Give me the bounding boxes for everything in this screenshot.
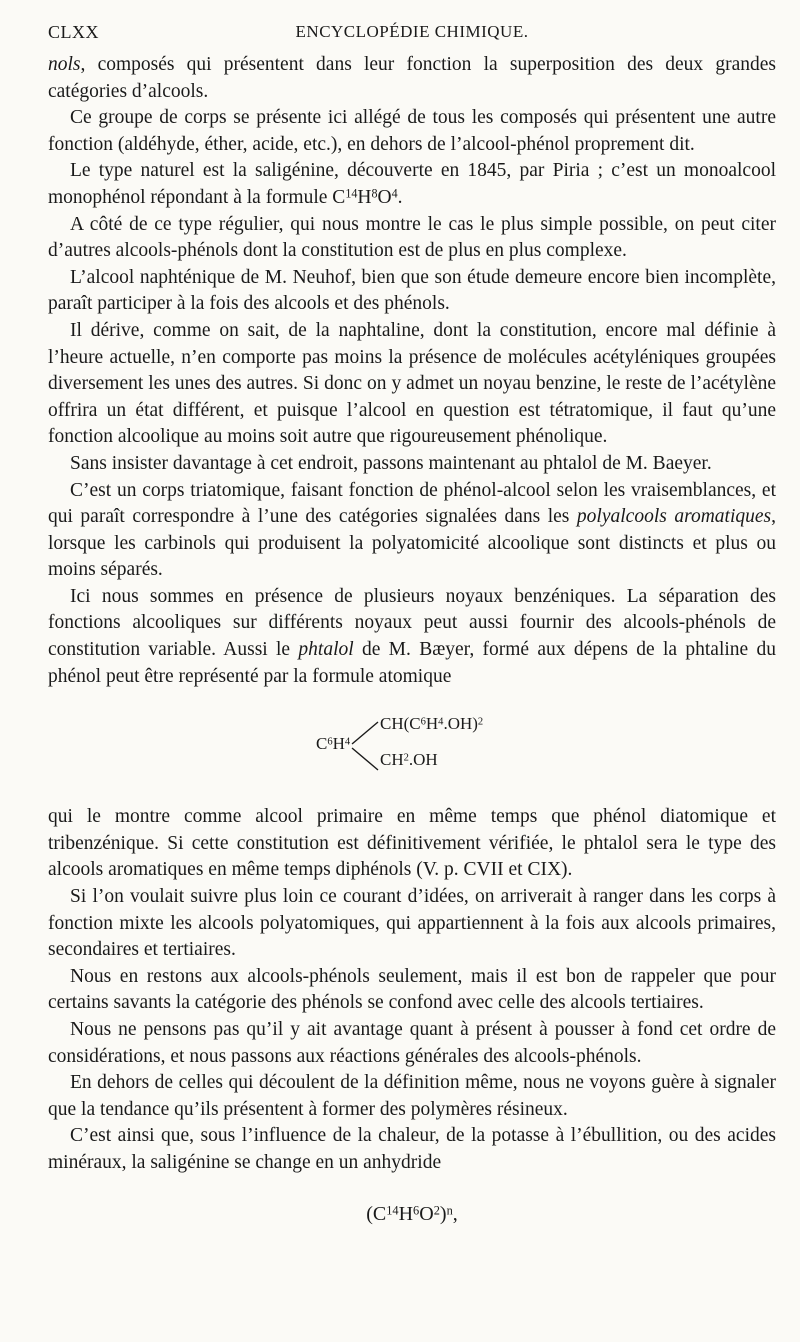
- formula-part: C: [316, 734, 328, 754]
- italic-phrase: polyalcools aromatiques: [576, 506, 772, 528]
- formula-part: (C: [366, 1202, 387, 1225]
- upper-bond-line: [352, 722, 378, 744]
- paragraph-text: H: [357, 186, 372, 208]
- paragraph-10: qui le montre comme alcool primaire en même temps que phénol diatomique et tribenzénique. Si cette constitution est définitivement vérifiée, le phtalol sera le type des alcools aromatiques en même temps diphénols (V. p. CVII et CIX).: [48, 806, 776, 881]
- formula-part: H: [332, 734, 345, 754]
- paragraph-15: C’est ainsi que, sous l’influence de la chaleur, de la potasse à l’ébullition, ou des acides minéraux, la saligénine se change en un anhydride: [48, 1125, 776, 1173]
- formula-index: 14: [386, 1202, 399, 1217]
- paragraph-text: , composés qui présentent dans leur fonction la superposition des deux grandes catégories d’alcools.: [48, 54, 776, 102]
- formula-part: ): [439, 1202, 447, 1225]
- lower-bond-line: [352, 748, 378, 770]
- paragraph-text: Le type naturel est la saligénine, découverte en 1845, par Piria ; c’est un monoalcool monophénol répondant à la formule C: [48, 160, 776, 208]
- paragraph-text: O: [377, 186, 392, 208]
- paragraph-11: Si l’on voulait suivre plus loin ce courant d’idées, on arriverait à ranger dans les corps à fonction mixte les alcools polyatomiques, qui appartiennent à la fois aux alcools primaires, secondaires et tertiaires.: [48, 886, 776, 961]
- subscript-index: 14: [345, 186, 358, 201]
- anhydride-formula: [48, 1203, 776, 1226]
- formula-index: 6: [413, 1202, 420, 1217]
- paragraph-1: [48, 52, 776, 105]
- atomic-formula: [48, 710, 776, 784]
- formula-part: O: [419, 1202, 434, 1225]
- subscript-index: 8: [371, 186, 378, 201]
- paragraph-text: , lorsque les carbinols qui produisent la polyatomicité alcoolique sont distincts et plus ou moins séparés.: [48, 506, 776, 581]
- paragraph-8: [48, 478, 776, 584]
- paragraph-3: [48, 158, 776, 211]
- formula-index: 2: [403, 752, 409, 764]
- page-body: [48, 52, 776, 1226]
- paragraph-text: de M. Bæyer, formé aux dépens de la phtaline du phénol peut être représenté par la formule atomique: [48, 639, 776, 687]
- formula-base: [316, 734, 350, 754]
- paragraph-4: A côté de ce type régulier, qui nous montre le cas le plus simple possible, on peut citer d’autres alcools-phénols dont la constitution est de plus en plus complexe.: [48, 213, 776, 262]
- italic-word: phtalol: [298, 639, 354, 661]
- paragraph-text: C’est un corps triatomique, faisant fonction de phénol-alcool selon les vraisemblances, et qui paraît correspondre à l’une des catégories signalées dans les: [48, 479, 776, 528]
- subscript-index: 4: [391, 186, 398, 201]
- formula-part: CH: [380, 750, 404, 770]
- paragraph-2: Ce groupe de corps se présente ici allégé de tous les composés qui présentent une autre fonction (aldéhyde, éther, acide, etc.), en dehors de l’alcool-phénol proprement dit.: [48, 107, 776, 155]
- formula-index: 6: [327, 736, 333, 748]
- paragraph-text: .: [397, 186, 403, 208]
- running-title: ENCYCLOPÉDIE CHIMIQUE.: [295, 22, 529, 41]
- formula-index: n: [446, 1202, 453, 1217]
- italic-word: nols: [48, 54, 81, 75]
- formula-part: .OH: [408, 750, 438, 770]
- formula-index: 2: [433, 1202, 440, 1217]
- paragraph-6: Il dérive, comme on sait, de la naphtaline, dont la constitution, encore mal définie à l’heure actuelle, n’en comporte pas moins la présence de molécules acétyléniques groupées diversement les unes des autres. Si donc on y admet un noyau benzine, le reste de l’acétylène offrira un état différent, et puisque l’alcool en question est tétratomique, il faut qu’une fonction alcoolique au moins soit autre que rigoureusement phénolique.: [48, 319, 776, 448]
- paragraph-7: Sans insister davantage à cet endroit, passons maintenant au phtalol de M. Baeyer.: [70, 452, 712, 474]
- formula-part: CH(C: [380, 714, 421, 734]
- paragraph-text: Ici nous sommes en présence de plusieurs noyaux benzéniques. La séparation des fonctions alcooliques sur différents noyaux peut aussi fournir des alcools-phénols de constitution variable. Aussi le: [48, 585, 776, 661]
- formula-top-branch: [380, 714, 483, 734]
- page-number: CLXX: [48, 22, 99, 42]
- formula-index: 4: [344, 736, 351, 748]
- formula-index: 4: [438, 716, 444, 728]
- formula-part: H: [398, 1202, 414, 1225]
- paragraph-12: Nous en restons aux alcools-phénols seulement, mais il est bon de rappeler que pour certains savants la catégorie des phénols se confond avec celle des alcools tertiaires.: [48, 965, 776, 1014]
- formula-part: .OH): [443, 714, 478, 734]
- book-page: [48, 22, 776, 1226]
- paragraph-5: L’alcool naphténique de M. Neuhof, bien que son étude demeure encore bien incomplète, paraît participer à la fois des alcools et des phénols.: [48, 266, 776, 315]
- page-header: [48, 22, 776, 52]
- formula-part: H: [425, 714, 439, 734]
- paragraph-9: [48, 584, 776, 690]
- formula-part: ,: [452, 1202, 458, 1225]
- formula-index: 2: [477, 716, 484, 728]
- formula-bottom-branch: [380, 750, 438, 770]
- paragraph-14: En dehors de celles qui découlent de la définition même, nous ne voyons guère à signaler que la tendance qu’ils présentent à former des polymères résineux.: [48, 1072, 776, 1120]
- paragraph-13: Nous ne pensons pas qu’il y ait avantage quant à présent à pousser à fond cet ordre de considérations, et nous passons aux réactions générales des alcools-phénols.: [48, 1019, 776, 1067]
- formula-index: 6: [420, 716, 426, 728]
